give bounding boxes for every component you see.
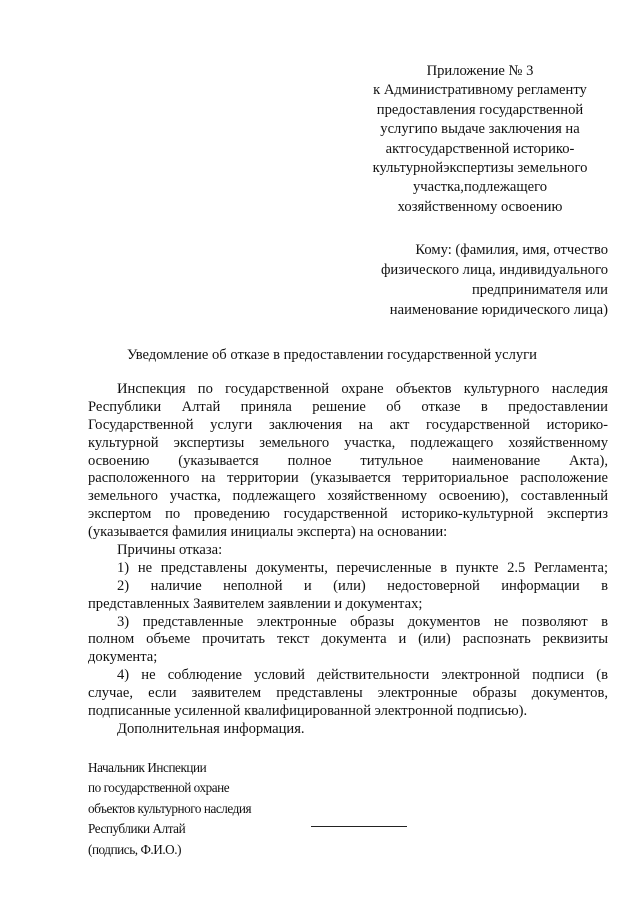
annex-line: услугипо выдаче заключения на	[380, 121, 580, 138]
signature-underline	[311, 826, 407, 827]
body-line: Государственной услуги заключения на акт государственной историко-	[88, 416, 608, 433]
recipient-line: Кому: (фамилия, имя, отчество	[415, 242, 608, 258]
body-line: 3) представленные электронные образы документов не позволяют в	[117, 613, 608, 630]
annex-line: предоставления государственной	[376, 101, 584, 118]
body-line: Инспекция по государственной охране объектов культурного наследия	[117, 381, 608, 397]
body-line: расположенного на территории (указывается территориальное расположение	[88, 470, 608, 487]
annex-line: Приложение № 3	[426, 63, 534, 79]
body-line: случае, если заявителем представлены электронные образы документов,	[88, 685, 608, 702]
annex-header	[340, 62, 620, 217]
annex-line: к Административному регламенту	[373, 82, 587, 99]
body-line: (указывается фамилия инициалы эксперта) на основании:	[88, 524, 448, 541]
annex-line: хозяйственному освоению	[397, 198, 563, 215]
body-line: документа;	[88, 649, 158, 666]
recipient-block	[340, 240, 608, 320]
body-line: земельного участка, подлежащего хозяйственному освоению), составленный	[88, 488, 608, 505]
body-line: Дополнительная информация.	[117, 720, 305, 737]
body-line: освоению (указывается полное титульное наименование Акта),	[88, 452, 608, 469]
signature-block	[88, 758, 328, 860]
body-line: 1) не представлены документы, перечисленные в пункте 2.5 Регламента;	[117, 559, 608, 576]
body-line: полном объеме прочитать текст документа и (или) распознать реквизиты	[88, 631, 608, 648]
annex-line: актгосударственной историко-	[385, 140, 575, 157]
body-line: культурной экспертизы земельного участка, подлежащего хозяйственному	[88, 434, 608, 451]
body-line: Причины отказа:	[117, 542, 223, 559]
signature-line: Начальник Инспекции	[88, 760, 207, 775]
document-body	[88, 381, 608, 739]
signature-line: Республики Алтай	[88, 821, 186, 837]
body-line: 4) не соблюдение условий действительности электронной подписи (в	[117, 667, 608, 684]
recipient-line: предпринимателя или	[472, 282, 608, 298]
signature-line: объектов культурного наследия	[88, 800, 252, 816]
body-line: экспертом по проведению государственной историко-культурной экспертиз	[88, 506, 608, 523]
body-line: Республики Алтай приняла решение об отказе в предоставлении	[88, 398, 608, 415]
annex-line: участка,подлежащего	[412, 179, 548, 196]
signature-line: по государственной охране	[88, 780, 230, 796]
body-line: подписанные усиленной квалифицированной электронной подписью).	[88, 703, 528, 720]
body-line: 2) наличие неполной и (или) недостоверной информации в	[117, 577, 608, 594]
signature-line: (подпись, Ф.И.О.)	[88, 841, 182, 857]
recipient-line: физического лица, индивидуального	[380, 262, 608, 278]
annex-line: культурнойэкспертизы земельного	[372, 160, 588, 177]
body-line: представленных Заявителем заявлении и документах;	[88, 595, 423, 612]
document-title: Уведомление об отказе в предоставлении государственной услуги	[127, 347, 537, 363]
recipient-line: наименование юридического лица)	[389, 302, 608, 318]
